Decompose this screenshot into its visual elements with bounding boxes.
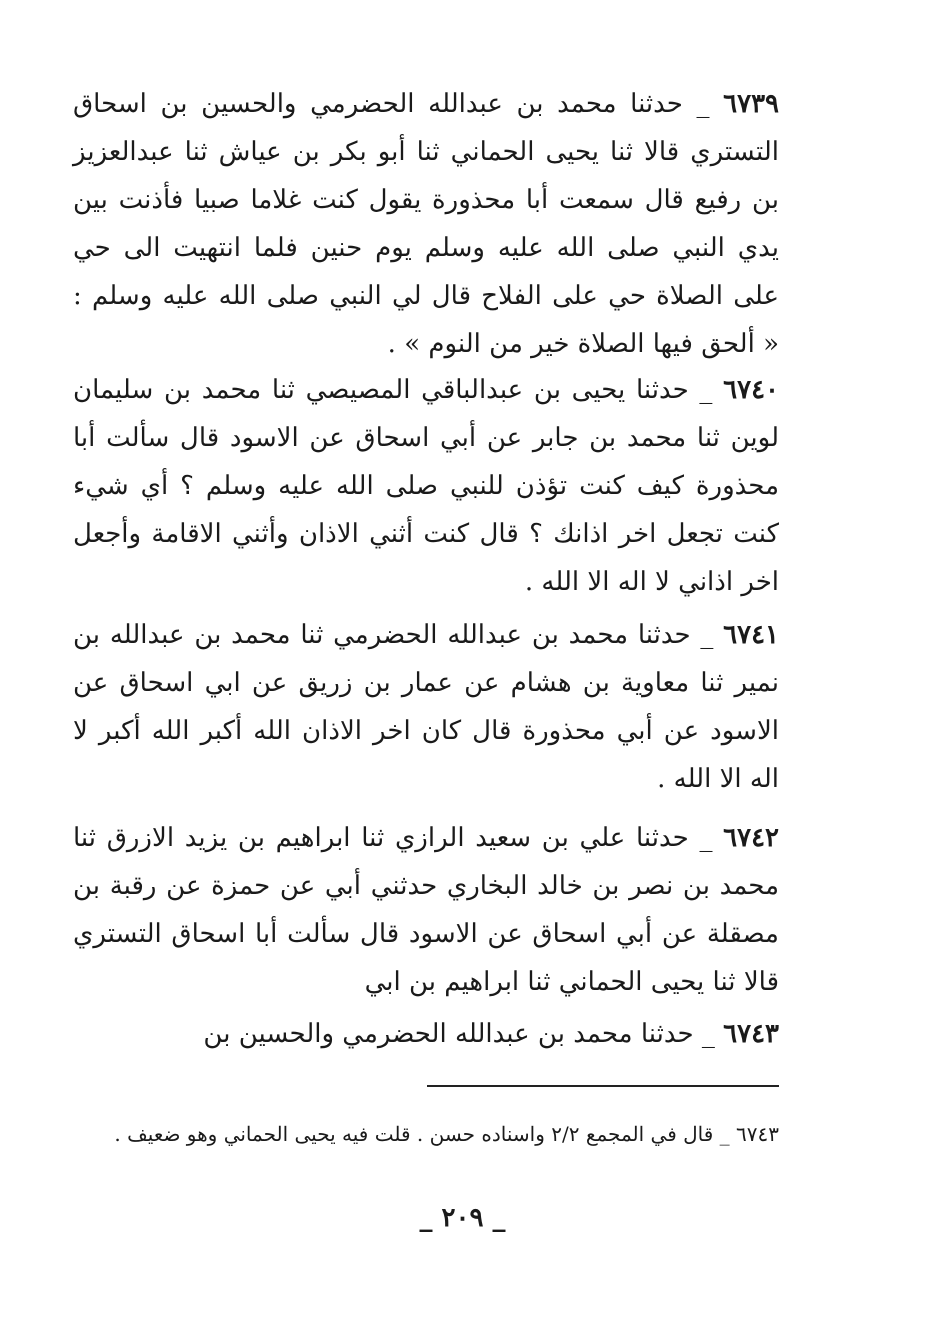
hadith-number: ٦٧٤٣	[723, 1019, 779, 1049]
hadith-text: _ حدثنا علي بن سعيد الرازي ثنا ابراهيم بن يزيد الازرق ثنا محمد بن نصر بن خالد البخاري حدثني أبي عن حمزة عن رقبة بن مصقلة عن أبي اسحاق عن الاسود قال سألت أبا اسحاق التستري قالا ثنا يحيى الحماني ثنا ابراهيم بن ابي	[73, 823, 779, 997]
hadith-text: _ حدثنا محمد بن عبدالله الحضرمي والحسين بن	[203, 1019, 715, 1049]
hadith-entry-6742	[73, 814, 779, 1006]
hadith-entry-6741	[73, 611, 779, 803]
footnote-text: _ قال في المجمع ٢/٢ واسناده حسن . قلت فيه يحيى الحماني وهو ضعيف .	[114, 1122, 730, 1146]
hadith-number: ٦٧٤١	[723, 620, 779, 650]
hadith-number: ٦٧٤٢	[723, 823, 779, 853]
hadith-text: _ حدثنا يحيى بن عبدالباقي المصيصي ثنا محمد بن سليمان لوين ثنا محمد بن جابر عن أبي اسحاق عن الاسود قال سألت أبا محذورة كيف كنت تؤذن للنبي صلى الله عليه وسلم ؟ أي شيء كنت تجعل اخر اذانك ؟ قال كنت أثني الاذان وأثني الاقامة وأجعل اخر اذاني لا اله الا الله .	[73, 375, 779, 597]
hadith-text: _ حدثنا محمد بن عبدالله الحضرمي ثنا محمد بن عبدالله بن نمير ثنا معاوية بن هشام عن عمار بن زريق عن ابي اسحاق عن الاسود عن أبي محذورة قال كان اخر الاذان الله أكبر الله أكبر لا اله الا الله .	[73, 620, 779, 794]
footnote-divider	[427, 1085, 779, 1087]
hadith-entry-6743	[73, 1010, 779, 1058]
footnote	[73, 1115, 779, 1153]
hadith-number: ٦٧٤٠	[723, 375, 779, 405]
hadith-entry-6740	[73, 366, 779, 606]
hadith-entry-6739	[73, 80, 779, 368]
footnote-number: ٦٧٤٣	[736, 1122, 779, 1146]
hadith-number: ٦٧٣٩	[723, 89, 780, 119]
hadith-text: _ حدثنا محمد بن عبدالله الحضرمي والحسين بن اسحاق التستري قالا ثنا يحيى الحماني ثنا أبو بكر بن عياش ثنا عبدالعزيز بن رفيع قال سمعت أبا محذورة يقول كنت غلاما صبيا فأذنت بين يدي النبي صلى الله عليه وسلم يوم حنين فلما انتهيت الى حي على الصلاة حي على الفلاح قال لي النبي صلى الله عليه وسلم : « ألحق فيها الصلاة خير من النوم » .	[73, 89, 779, 359]
page-number: _ ٢٠٩ _	[419, 1203, 506, 1233]
